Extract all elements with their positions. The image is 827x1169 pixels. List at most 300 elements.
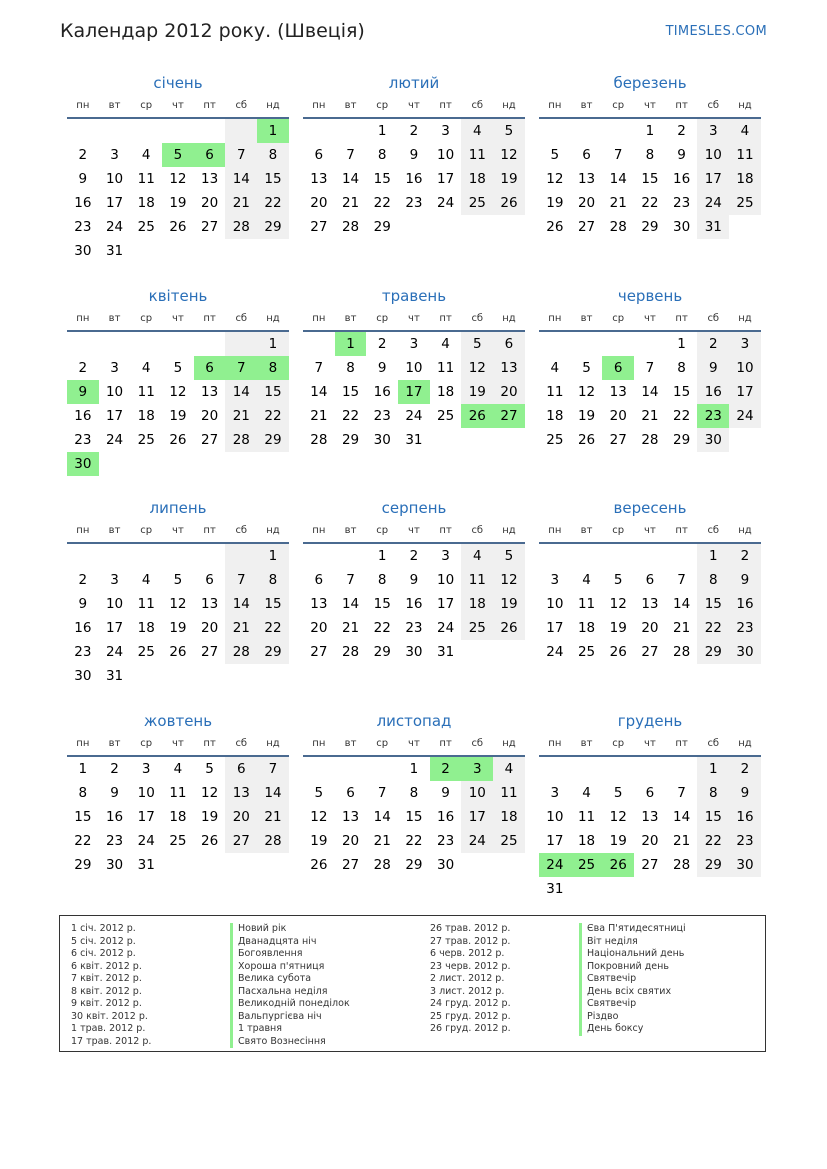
day-cell: 19 [201,809,219,825]
month-3 [67,286,289,476]
month-name: квітень [148,287,208,305]
day-cell: 15 [74,809,92,825]
day-cell: 8 [697,781,729,805]
weekday-label: ср [376,738,389,749]
month-name: березень [613,74,687,92]
day-cell: 8 [257,568,289,592]
legend-item: Національний день [579,948,686,961]
day-cell: 28 [341,219,360,235]
day-cell: 12 [310,809,328,825]
day-cell: 8 [377,147,387,163]
day-cell: 26 [201,833,219,849]
day-cell: 18 [577,833,596,849]
day-cell: 26 [609,644,627,660]
empty-cell [461,215,493,239]
empty-cell [602,757,634,781]
weekday-label: ср [140,738,153,749]
day-cell: 25 [461,191,493,215]
day-cell: 30 [729,853,761,877]
day-cell: 16 [405,596,423,612]
empty-cell [257,853,289,877]
day-cell: 16 [697,380,729,404]
weekday-label: сб [471,738,484,749]
weekday-label: пн [76,738,90,749]
day-cell: 24 [105,432,124,448]
day-cell: 24 [539,853,571,877]
day-cell: 25 [546,432,564,448]
day-cell: 12 [169,384,187,400]
weekday-label: пт [675,525,688,536]
weekday-label: чт [644,100,656,111]
month-name: жовтень [143,712,213,730]
month-name: серпень [381,499,447,517]
day-cell: 6 [205,572,214,588]
legend-item: Вальпургієва ніч [230,1011,350,1024]
day-cell: 17 [461,805,493,829]
empty-cell [729,428,761,452]
empty-cell [162,853,194,877]
month-8 [539,498,761,664]
day-cell: 8 [377,572,387,588]
day-cell: 20 [641,620,659,636]
day-cell: 17 [546,620,564,636]
legend-item: 24 груд. 2012 р. [430,998,511,1009]
legend-item: 17 трав. 2012 р. [71,1035,152,1047]
legend-item: 6 січ. 2012 р. [71,948,136,959]
weekday-label: ср [612,738,625,749]
day-cell: 14 [225,592,257,616]
weekday-label: пн [312,738,326,749]
day-cell: 14 [673,809,691,825]
day-cell: 14 [225,167,257,191]
day-cell: 16 [729,592,761,616]
legend-item: 27 трав. 2012 р. [430,935,511,947]
day-cell: 28 [341,644,360,660]
month-name: грудень [617,712,683,730]
day-cell: 4 [582,572,591,588]
day-cell: 30 [697,428,729,452]
empty-cell [130,664,162,688]
day-cell: 14 [341,171,360,187]
weekday-label: вт [344,738,357,749]
month-10 [303,711,525,877]
day-cell: 26 [493,191,525,215]
day-cell: 18 [169,809,187,825]
day-cell: 11 [729,143,761,167]
day-cell: 1 [335,332,367,356]
day-cell: 6 [194,356,226,380]
day-cell: 6 [582,147,591,163]
day-cell: 3 [110,360,119,376]
day-cell: 10 [546,809,564,825]
day-cell: 21 [673,620,691,636]
day-cell: 12 [201,785,219,801]
day-cell: 30 [74,668,92,684]
empty-cell [398,215,430,239]
day-cell: 12 [609,809,627,825]
weekday-label: пт [439,738,452,749]
weekday-label: сб [235,313,248,324]
day-cell: 28 [310,432,328,448]
weekday-header [303,522,525,544]
empty-cell [194,544,226,568]
weekday-label: ср [140,313,153,324]
day-cell: 1 [697,544,729,568]
empty-cell [162,119,194,143]
day-cell: 25 [493,829,525,853]
day-cell: 10 [461,781,493,805]
day-cell: 4 [441,336,450,352]
day-cell: 14 [609,171,627,187]
day-cell: 12 [461,356,493,380]
day-cell: 16 [74,620,92,636]
day-cell: 24 [461,829,493,853]
day-cell: 29 [641,219,659,235]
day-grid [303,332,525,452]
day-cell: 13 [609,384,627,400]
empty-cell [257,664,289,688]
weekday-label: вт [580,100,593,111]
day-cell: 3 [461,757,493,781]
weekday-label: пн [548,100,562,111]
day-cell: 26 [493,616,525,640]
day-cell: 29 [697,853,729,877]
empty-cell [571,544,603,568]
empty-cell [67,332,99,356]
day-cell: 18 [137,195,155,211]
day-cell: 18 [493,805,525,829]
weekday-label: пт [439,525,452,536]
day-cell: 15 [673,384,691,400]
legend-item: Новий рік [230,923,350,936]
day-cell: 19 [493,592,525,616]
day-cell: 21 [225,404,257,428]
day-cell: 23 [673,195,691,211]
day-cell: 20 [201,620,219,636]
day-cell: 27 [641,644,659,660]
legend-item: 6 черв. 2012 р. [430,948,505,959]
weekday-label: сб [471,100,484,111]
empty-cell [303,757,335,781]
legend-item: Святвечір [579,998,686,1011]
day-cell: 5 [173,360,183,376]
day-cell: 13 [641,809,659,825]
day-cell: 23 [437,833,455,849]
weekday-label: ср [612,100,625,111]
month-2 [539,73,761,239]
site-link[interactable]: TIMESLES.COM [665,24,767,39]
day-cell: 12 [169,171,187,187]
weekday-header [67,97,289,119]
empty-cell [130,452,162,476]
month-9 [67,711,289,877]
weekday-label: нд [502,313,516,324]
day-cell: 25 [729,191,761,215]
day-cell: 10 [729,356,761,380]
day-cell: 14 [641,384,659,400]
legend-item: 8 квіт. 2012 р. [71,985,142,997]
holiday-legend [59,915,766,1052]
day-cell: 1 [257,119,289,143]
day-cell: 10 [697,143,729,167]
day-cell: 18 [729,167,761,191]
weekday-label: вт [108,738,121,749]
day-cell: 1 [645,123,655,139]
day-cell: 17 [437,596,455,612]
weekday-label: пн [76,100,90,111]
day-cell: 11 [169,785,187,801]
day-cell: 10 [405,360,423,376]
day-grid [67,544,289,688]
day-cell: 4 [461,119,493,143]
legend-item: 25 груд. 2012 р. [430,1010,511,1022]
weekday-label: пн [548,313,562,324]
day-cell: 18 [137,620,155,636]
day-cell: 22 [74,833,92,849]
legend-item: Віт неділя [579,936,686,949]
day-cell: 8 [409,785,419,801]
day-cell: 9 [78,596,88,612]
day-cell: 22 [257,616,289,640]
day-cell: 11 [577,596,596,612]
empty-cell [634,877,666,901]
day-cell: 15 [341,384,360,400]
day-cell: 17 [137,809,155,825]
empty-cell [99,452,131,476]
day-cell: 13 [201,171,219,187]
empty-cell [225,544,257,568]
weekday-label: сб [235,738,248,749]
weekday-label: пт [203,525,216,536]
day-cell: 31 [105,668,124,684]
weekday-label: нд [502,738,516,749]
empty-cell [194,119,226,143]
day-cell: 5 [550,147,560,163]
day-cell: 8 [645,147,655,163]
empty-cell [571,877,603,901]
weekday-label: сб [707,525,720,536]
legend-names-right [579,923,686,1036]
weekday-label: чт [644,313,656,324]
empty-cell [539,332,571,356]
day-cell: 25 [437,408,455,424]
weekday-label: чт [644,738,656,749]
day-cell: 7 [225,143,257,167]
legend-item: 3 лист. 2012 р. [430,985,505,997]
month-name: січень [153,74,203,92]
day-cell: 2 [729,544,761,568]
weekday-label: ср [376,525,389,536]
day-cell: 7 [645,360,655,376]
day-cell: 18 [546,408,564,424]
weekday-header [539,97,761,119]
day-cell: 13 [201,384,219,400]
day-cell: 22 [373,195,391,211]
day-cell: 19 [169,408,187,424]
day-cell: 11 [577,809,596,825]
empty-cell [335,119,367,143]
empty-cell [571,332,603,356]
empty-cell [225,239,257,263]
empty-cell [539,757,571,781]
day-cell: 30 [437,857,455,873]
legend-item: Покровний день [579,961,686,974]
empty-cell [634,757,666,781]
legend-item: Великодній понеділок [230,998,350,1011]
day-cell: 15 [373,171,391,187]
day-cell: 11 [137,384,155,400]
weekday-label: сб [471,313,484,324]
day-cell: 6 [314,147,324,163]
month-11 [539,711,761,901]
weekday-label: ср [612,313,625,324]
empty-cell [430,428,462,452]
legend-item: 30 квіт. 2012 р. [71,1010,148,1022]
day-cell: 7 [225,568,257,592]
day-cell: 13 [641,596,659,612]
weekday-label: пт [675,313,688,324]
day-cell: 29 [257,640,289,664]
weekday-label: пн [76,525,90,536]
day-cell: 3 [409,336,419,352]
day-cell: 12 [609,596,627,612]
weekday-label: ср [140,100,153,111]
day-cell: 19 [169,620,187,636]
day-cell: 15 [373,596,391,612]
day-cell: 27 [493,404,525,428]
legend-item: 9 квіт. 2012 р. [71,998,142,1009]
weekday-label: вт [344,100,357,111]
day-cell: 4 [173,761,183,777]
month-name: листопад [376,712,452,730]
empty-cell [493,640,525,664]
day-cell: 19 [577,408,596,424]
day-grid [303,757,525,877]
month-name: травень [381,287,447,305]
legend-item: День боксу [579,1023,686,1036]
day-cell: 18 [577,620,596,636]
day-cell: 29 [697,640,729,664]
month-name: липень [149,499,207,517]
day-cell: 15 [641,171,659,187]
day-cell: 2 [409,123,419,139]
day-cell: 25 [169,833,187,849]
legend-item: 1 травня [230,1023,350,1036]
legend-item: 26 трав. 2012 р. [430,923,511,934]
day-cell: 17 [437,171,455,187]
day-cell: 20 [310,195,328,211]
empty-cell [130,544,162,568]
day-cell: 5 [461,332,493,356]
weekday-label: пт [675,738,688,749]
weekday-label: пт [203,100,216,111]
day-cell: 6 [194,143,226,167]
day-cell: 2 [729,757,761,781]
empty-cell [162,544,194,568]
empty-cell [99,544,131,568]
day-cell: 21 [225,616,257,640]
day-cell: 25 [577,644,596,660]
legend-item: Хороша п'ятниця [230,961,350,974]
day-cell: 2 [430,757,462,781]
day-cell: 9 [697,356,729,380]
day-cell: 21 [641,408,659,424]
day-cell: 26 [602,853,634,877]
day-cell: 5 [582,360,591,376]
weekday-label: вт [108,313,121,324]
empty-cell [99,332,131,356]
day-cell: 23 [105,833,124,849]
day-cell: 9 [67,380,99,404]
day-cell: 3 [550,785,560,801]
day-cell: 1 [677,336,686,352]
legend-item: Єва П'ятидесятниці [579,923,686,936]
day-cell: 2 [78,572,88,588]
empty-cell [225,452,257,476]
day-cell: 8 [346,360,355,376]
empty-cell [634,544,666,568]
day-cell: 6 [346,785,355,801]
day-cell: 13 [225,781,257,805]
day-cell: 2 [78,360,88,376]
day-cell: 28 [225,215,257,239]
day-cell: 25 [137,644,155,660]
empty-cell [602,877,634,901]
weekday-label: пт [203,313,216,324]
empty-cell [697,877,729,901]
day-cell: 9 [441,785,450,801]
day-cell: 30 [673,219,691,235]
day-cell: 19 [546,195,564,211]
legend-item: Різдво [579,1011,686,1024]
day-cell: 24 [405,408,423,424]
day-cell: 30 [405,644,423,660]
day-cell: 20 [201,195,219,211]
day-cell: 4 [493,757,525,781]
weekday-header [67,310,289,332]
day-cell: 24 [105,219,124,235]
empty-cell [194,332,226,356]
day-cell: 19 [169,195,187,211]
legend-dates-right [430,923,511,1036]
day-cell: 15 [697,805,729,829]
day-cell: 4 [729,119,761,143]
day-cell: 24 [546,644,564,660]
day-cell: 24 [697,191,729,215]
day-cell: 4 [141,360,151,376]
day-cell: 7 [257,757,289,781]
day-cell: 7 [346,147,355,163]
day-cell: 29 [74,857,92,873]
weekday-label: нд [266,738,280,749]
day-cell: 17 [546,833,564,849]
empty-cell [225,853,257,877]
day-cell: 3 [110,572,119,588]
day-cell: 10 [105,171,124,187]
day-cell: 1 [257,332,289,356]
weekday-label: ср [612,525,625,536]
day-cell: 9 [409,147,419,163]
day-cell: 27 [201,432,219,448]
legend-item: 26 груд. 2012 р. [430,1023,511,1034]
empty-cell [335,544,367,568]
weekday-header [303,735,525,757]
month-7 [303,498,525,664]
weekday-label: чт [172,313,184,324]
day-cell: 28 [257,829,289,853]
month-name: вересень [613,499,687,517]
legend-item: 1 січ. 2012 р. [71,923,136,934]
